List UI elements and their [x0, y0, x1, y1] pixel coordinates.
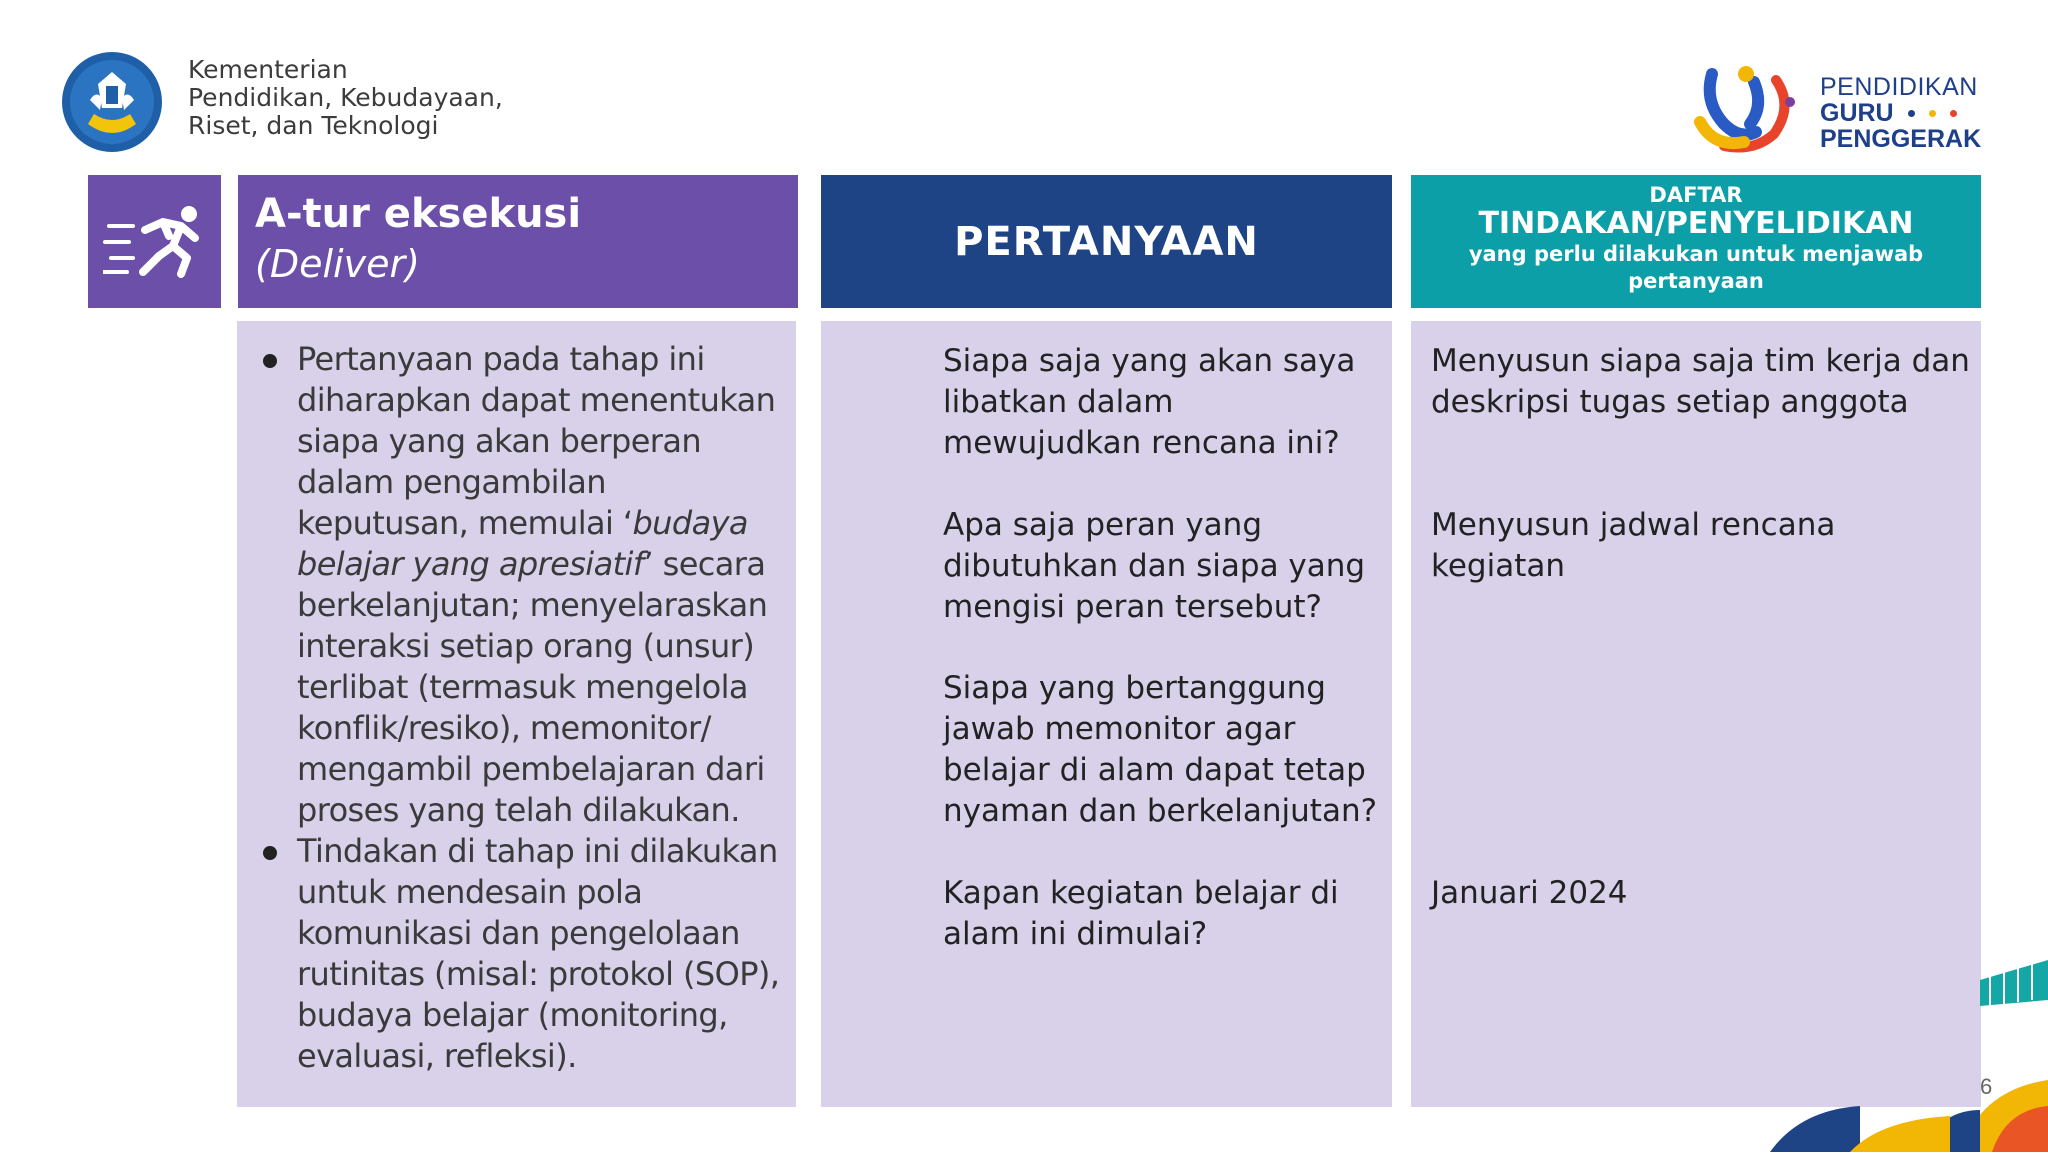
column-title: TINDAKAN/PENYELIDIKAN: [1478, 206, 1914, 241]
column-header-aturan: [238, 175, 798, 308]
action-text: Januari 2024: [1431, 875, 1628, 911]
bullet-item: Tindakan di tahap ini dilakukan untuk mendesain pola komunikasi dan pengelolaan rutinitas (misal: protokol (SOP), budaya belajar (monitoring, evaluasi, refleksi).: [261, 831, 786, 1077]
program-logo-word: GURU: [1820, 99, 1894, 127]
page-number: 6: [1980, 1074, 1993, 1099]
dot-icon: [1950, 110, 1957, 117]
program-logo-line: PENGGERAK: [1820, 125, 1982, 153]
questions-cell: [821, 321, 1392, 1107]
ministry-line: Pendidikan, Kebudayaan,: [188, 83, 503, 112]
program-logo-text: [1820, 74, 1981, 152]
running-person-icon: [103, 202, 207, 282]
column-title: PERTANYAAN: [954, 218, 1259, 265]
action-text: Menyusun jadwal rencana kegiatan: [1431, 507, 1836, 584]
bullet-italic-text: budaya belajar yang apresiatif: [297, 504, 748, 583]
program-logo-line: PENDIDIKAN: [1820, 73, 1978, 101]
action-text: Menyusun siapa saja tim kerja dan deskripsi tugas setiap anggota: [1431, 343, 1970, 420]
bullet-text: Pertanyaan pada tahap ini diharapkan dapat menentukan siapa yang akan berperan dalam pengambilan keputusan, memulai ‘: [297, 340, 776, 542]
decorative-pattern: [1770, 1100, 1950, 1152]
actions-cell: [1411, 321, 1981, 1107]
bullet-item: [261, 339, 786, 831]
dot-icon: [1929, 110, 1936, 117]
question-text: Siapa saja yang akan saya libatkan dalam mewujudkan rencana ini?: [943, 343, 1356, 461]
program-logo-line: [1820, 100, 1981, 126]
ministry-line: Kementerian: [188, 55, 348, 84]
question-text: Kapan kegiatan belajar di alam ini dimulai?: [943, 875, 1339, 952]
bullet-list: [261, 339, 786, 1077]
column-title: A-tur eksekusi: [255, 191, 582, 237]
program-logo-mark: [1694, 62, 1804, 154]
column-header-tindakan: [1411, 175, 1981, 308]
running-person-icon-box: [88, 175, 221, 308]
bullet-text: ’ secara berkelanjutan; menyelaraskan interaksi setiap orang (unsur) terlibat (termasuk mengelola konflik/resiko), memonitor/ mengambil pembelajaran dari proses yang telah dilakukan.: [297, 545, 768, 829]
column-header-pertanyaan: [821, 175, 1392, 308]
ministry-line: Riset, dan Teknologi: [188, 111, 439, 140]
column-subtitle: yang perlu dilakukan untuk menjawab pertanyaan: [1468, 242, 1924, 293]
dot-icon: [1908, 110, 1915, 117]
ministry-logo: [60, 50, 164, 154]
column-subtitle: (Deliver): [255, 242, 420, 286]
question-text: Apa saja peran yang dibutuhkan dan siapa yang mengisi peran tersebut?: [943, 507, 1366, 625]
question-text: Siapa yang bertanggung jawab memonitor agar belajar di alam dapat tetap nyaman dan berkelanjutan?: [943, 670, 1378, 829]
ministry-name: [188, 56, 503, 140]
column-pretitle: DAFTAR: [1649, 183, 1743, 207]
description-cell: [237, 321, 796, 1107]
